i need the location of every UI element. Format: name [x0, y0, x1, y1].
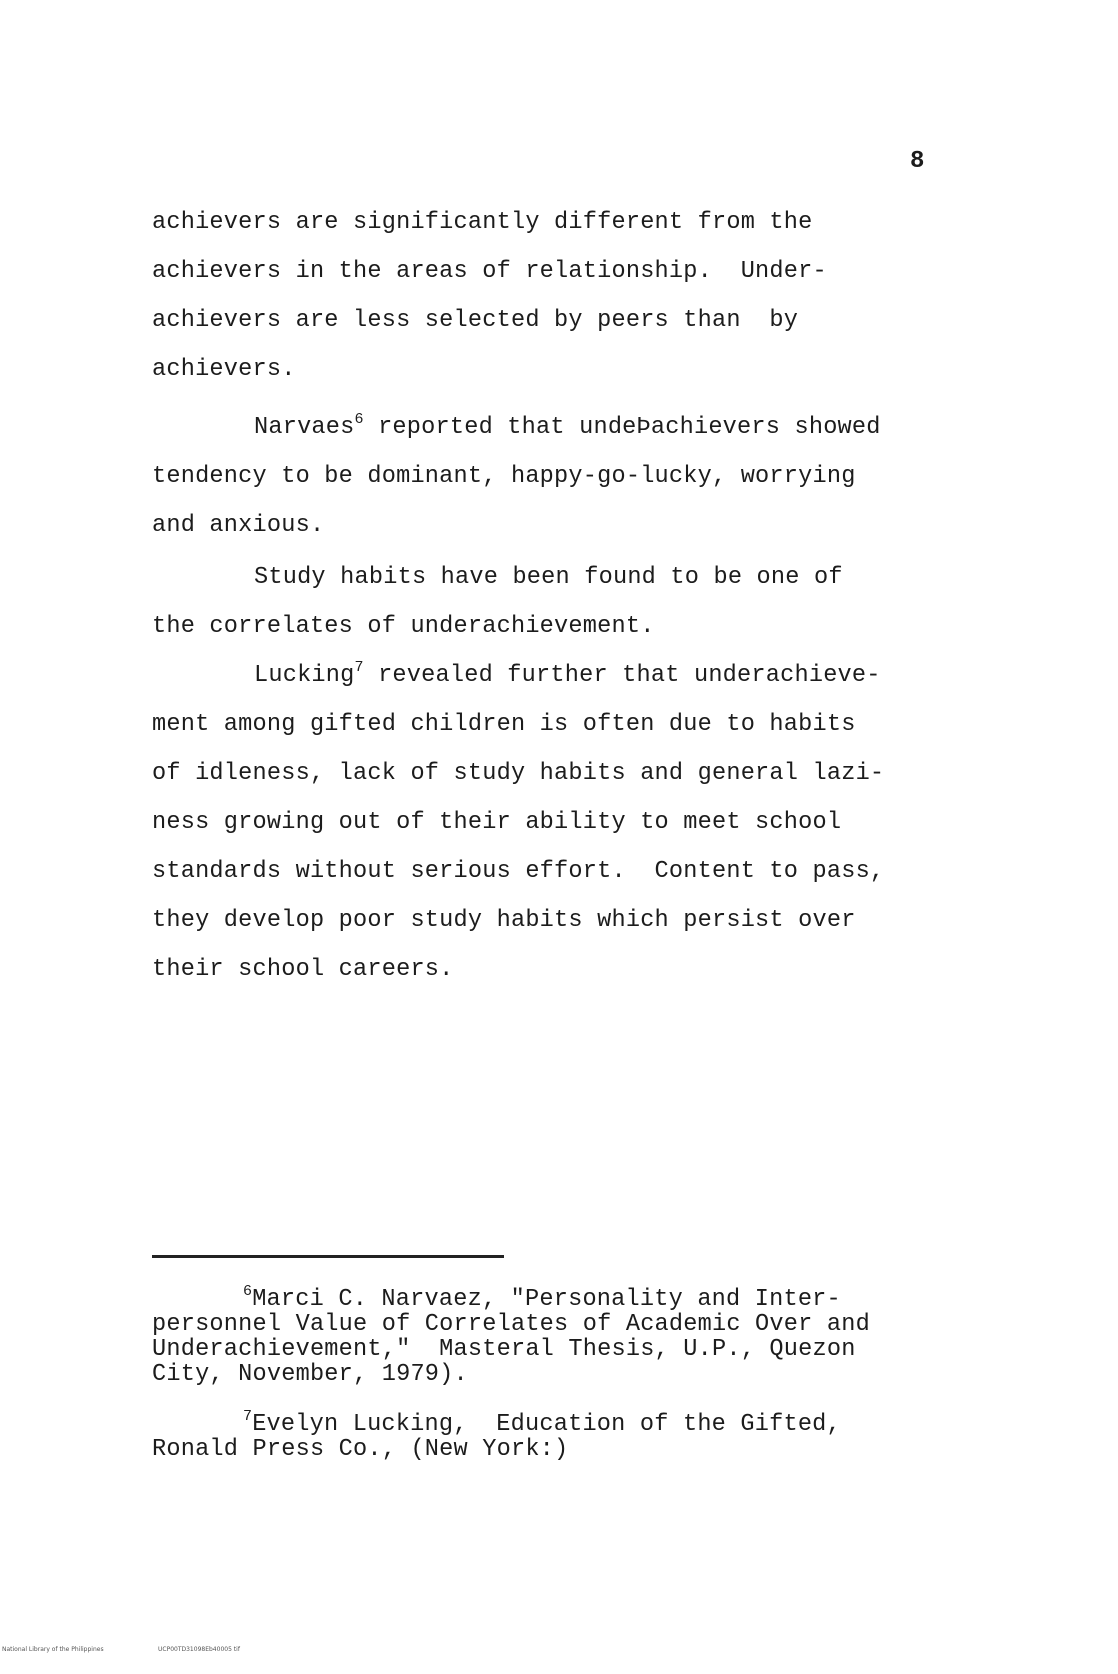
footnote-first-line	[243, 1283, 841, 1313]
body-line: and anxious.	[152, 512, 325, 539]
narvaez-line1-text: reported that undeÞachievers showed	[363, 414, 881, 441]
body-line: the correlates of underachievement.	[152, 613, 655, 640]
body-line: ment among gifted children is often due to habits	[152, 711, 856, 738]
body-line: they develop poor study habits which persist over	[152, 907, 856, 934]
narvaez-author: Narvaes	[254, 414, 355, 441]
footnote-ref-7: 7	[354, 659, 364, 676]
footnote-text: Evelyn Lucking, Education of the Gifted,	[252, 1411, 841, 1438]
scan-file-code: UCP00TD31098Eb40005 tif	[158, 1646, 240, 1653]
scan-library-label: National Library of the Philippines	[2, 1646, 104, 1653]
lucking-line1-text: revealed further that underachieve-	[363, 662, 881, 689]
body-line: ness growing out of their ability to meet school	[152, 809, 842, 836]
lucking-paragraph-first-line	[254, 661, 881, 691]
body-line: achievers are significantly different from the	[152, 209, 813, 236]
body-line: achievers are less selected by peers than by	[152, 307, 799, 334]
page-number: 8	[910, 148, 925, 175]
body-line: of idleness, lack of study habits and general lazi-	[152, 760, 885, 787]
body-line: standards without serious effort. Content to pass,	[152, 858, 885, 885]
study-paragraph-first-line: Study habits have been found to be one of	[254, 564, 843, 591]
body-line: tendency to be dominant, happy-go-lucky, worrying	[152, 463, 856, 490]
footnote-ref-6: 6	[354, 411, 364, 428]
footnote-text: Marci C. Narvaez, "Personality and Inter-	[252, 1286, 841, 1313]
scan-footer	[0, 1646, 240, 1674]
footnote-first-line	[243, 1408, 841, 1438]
body-line: their school careers.	[152, 956, 454, 983]
body-line: achievers.	[152, 356, 296, 383]
body-line: achievers in the areas of relationship. Under-	[152, 258, 827, 285]
footnote-marker: 6	[243, 1283, 253, 1300]
footnote-divider	[152, 1255, 504, 1258]
lucking-author: Lucking	[254, 662, 355, 689]
footnote-line: Ronald Press Co., (New York:)	[152, 1436, 569, 1463]
footnote-line: City, November, 1979).	[152, 1361, 468, 1388]
narvaez-paragraph-first-line	[254, 413, 881, 443]
footnote-marker: 7	[243, 1408, 253, 1425]
footnote-line: Underachievement," Masteral Thesis, U.P., Quezon	[152, 1336, 856, 1363]
footnote-line: personnel Value of Correlates of Academic Over and	[152, 1311, 870, 1338]
